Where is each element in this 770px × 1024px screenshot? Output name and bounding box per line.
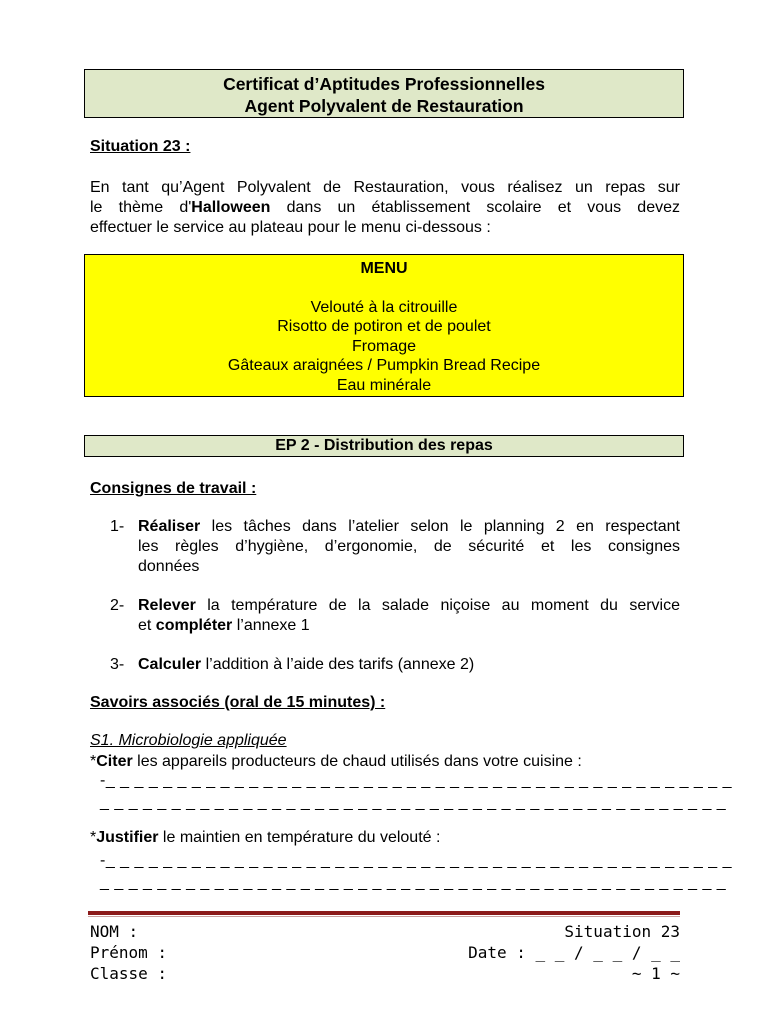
document-title-line2: Agent Polyvalent de Restauration [244, 96, 524, 116]
task-item-2 [110, 596, 680, 636]
halloween-keyword: Halloween [191, 199, 271, 216]
question-2-text: le maintien en température du velouté : [158, 829, 441, 846]
task-2-line-2 [138, 616, 680, 636]
task-2-line-2-pre: et [138, 617, 156, 634]
footer-divider [88, 911, 680, 915]
footer-nom[interactable]: NOM : [90, 922, 139, 941]
question-1-text: les appareils producteurs de chaud utilisés dans votre cuisine : [132, 753, 582, 770]
footer-meta [468, 921, 680, 984]
task-3-line-1-rest: l’addition à l’aide des tarifs (annexe 2) [201, 656, 475, 673]
task-3-line-1 [138, 655, 680, 675]
intro-paragraph [90, 178, 680, 238]
question-bullet: * [90, 829, 97, 846]
task-1-line-1 [138, 517, 680, 537]
question-bullet: * [90, 753, 97, 770]
footer-date[interactable]: Date : _ _ / _ _ / _ _ [468, 943, 680, 962]
question-1 [90, 752, 582, 772]
task-3-verb: Calculer [138, 656, 202, 673]
menu-box [84, 254, 684, 397]
answer-line[interactable]: _ _ _ _ _ _ _ _ _ _ _ _ _ _ _ _ _ _ _ _ _ _ _ _ _ _ _ _ _ _ _ _ _ _ _ _ _ _ _ _ _ _ _ _ [100, 874, 727, 891]
task-2-line-1-rest: la température de la salade niçoise au moment du service [195, 597, 680, 614]
intro-line-2 [90, 198, 680, 218]
intro-line-2-pre: le thème d' [90, 199, 192, 216]
intro-line-2-post: dans un établissement scolaire et vous devez [270, 199, 681, 216]
footer-classe[interactable]: Classe : [90, 964, 168, 983]
task-1-line-3: données [138, 558, 200, 575]
ep-title-box [84, 435, 684, 457]
menu-item: Velouté à la citrouille [310, 298, 458, 316]
intro-line-3: effectuer le service au plateau pour le menu ci-dessous : [90, 219, 491, 236]
footer-prenom[interactable]: Prénom : [90, 943, 168, 962]
task-1-verb: Réaliser [138, 518, 201, 535]
document-title-box [84, 69, 684, 118]
question-2 [90, 828, 440, 848]
task-item-3 [110, 655, 680, 675]
task-2-verb: Relever [138, 597, 196, 614]
menu-item: Eau minérale [336, 376, 432, 394]
question-2-verb: Justifier [96, 829, 159, 846]
question-1-verb: Citer [96, 753, 133, 770]
answer-line[interactable]: _ _ _ _ _ _ _ _ _ _ _ _ _ _ _ _ _ _ _ _ _ _ _ _ _ _ _ _ _ _ _ _ _ _ _ _ _ _ _ _ _ _ _ _ [100, 794, 727, 811]
task-1-line-2: les règles d’hygiène, d’ergonomie, de sécurité et les consignes [138, 538, 680, 555]
task-2-line-1 [138, 596, 680, 616]
menu-item: Fromage [351, 337, 417, 355]
footer-divider-thin [88, 916, 680, 917]
intro-line-1: En tant qu’Agent Polyvalent de Restauration, vous réalisez un repas sur [90, 179, 680, 196]
task-number: 3- [110, 656, 125, 673]
consignes-heading: Consignes de travail : [90, 480, 257, 497]
menu-item: Gâteaux araignées / Pumpkin Bread Recipe [227, 357, 541, 375]
task-number: 2- [110, 597, 125, 614]
task-2-line-2-post: l’annexe 1 [232, 617, 310, 634]
answer-line[interactable]: -_ _ _ _ _ _ _ _ _ _ _ _ _ _ _ _ _ _ _ _ _ _ _ _ _ _ _ _ _ _ _ _ _ _ _ _ _ _ _ _ _ _ _ _ [100, 852, 733, 869]
task-2-verb-2: compléter [155, 617, 233, 634]
menu-title: MENU [360, 260, 408, 277]
s1-heading: S1. Microbiologie appliquée [90, 732, 287, 749]
ep-title: EP 2 - Distribution des repas [275, 437, 493, 454]
footer-page-number: ~ 1 ~ [631, 964, 680, 983]
document-title-line1: Certificat d’Aptitudes Professionnelles [223, 74, 545, 94]
task-number: 1- [110, 518, 125, 535]
task-1-line-1-rest: les tâches dans l’atelier selon le planning 2 en respectant [200, 518, 680, 535]
footer-situation: Situation 23 [564, 922, 680, 941]
answer-line[interactable]: -_ _ _ _ _ _ _ _ _ _ _ _ _ _ _ _ _ _ _ _ _ _ _ _ _ _ _ _ _ _ _ _ _ _ _ _ _ _ _ _ _ _ _ _ [100, 772, 733, 789]
situation-heading: Situation 23 : [90, 138, 191, 155]
savoirs-heading: Savoirs associés (oral de 15 minutes) : [90, 694, 386, 711]
task-item-1 [110, 517, 680, 577]
footer-student-info [90, 921, 167, 984]
menu-item: Risotto de potiron et de poulet [277, 318, 491, 336]
